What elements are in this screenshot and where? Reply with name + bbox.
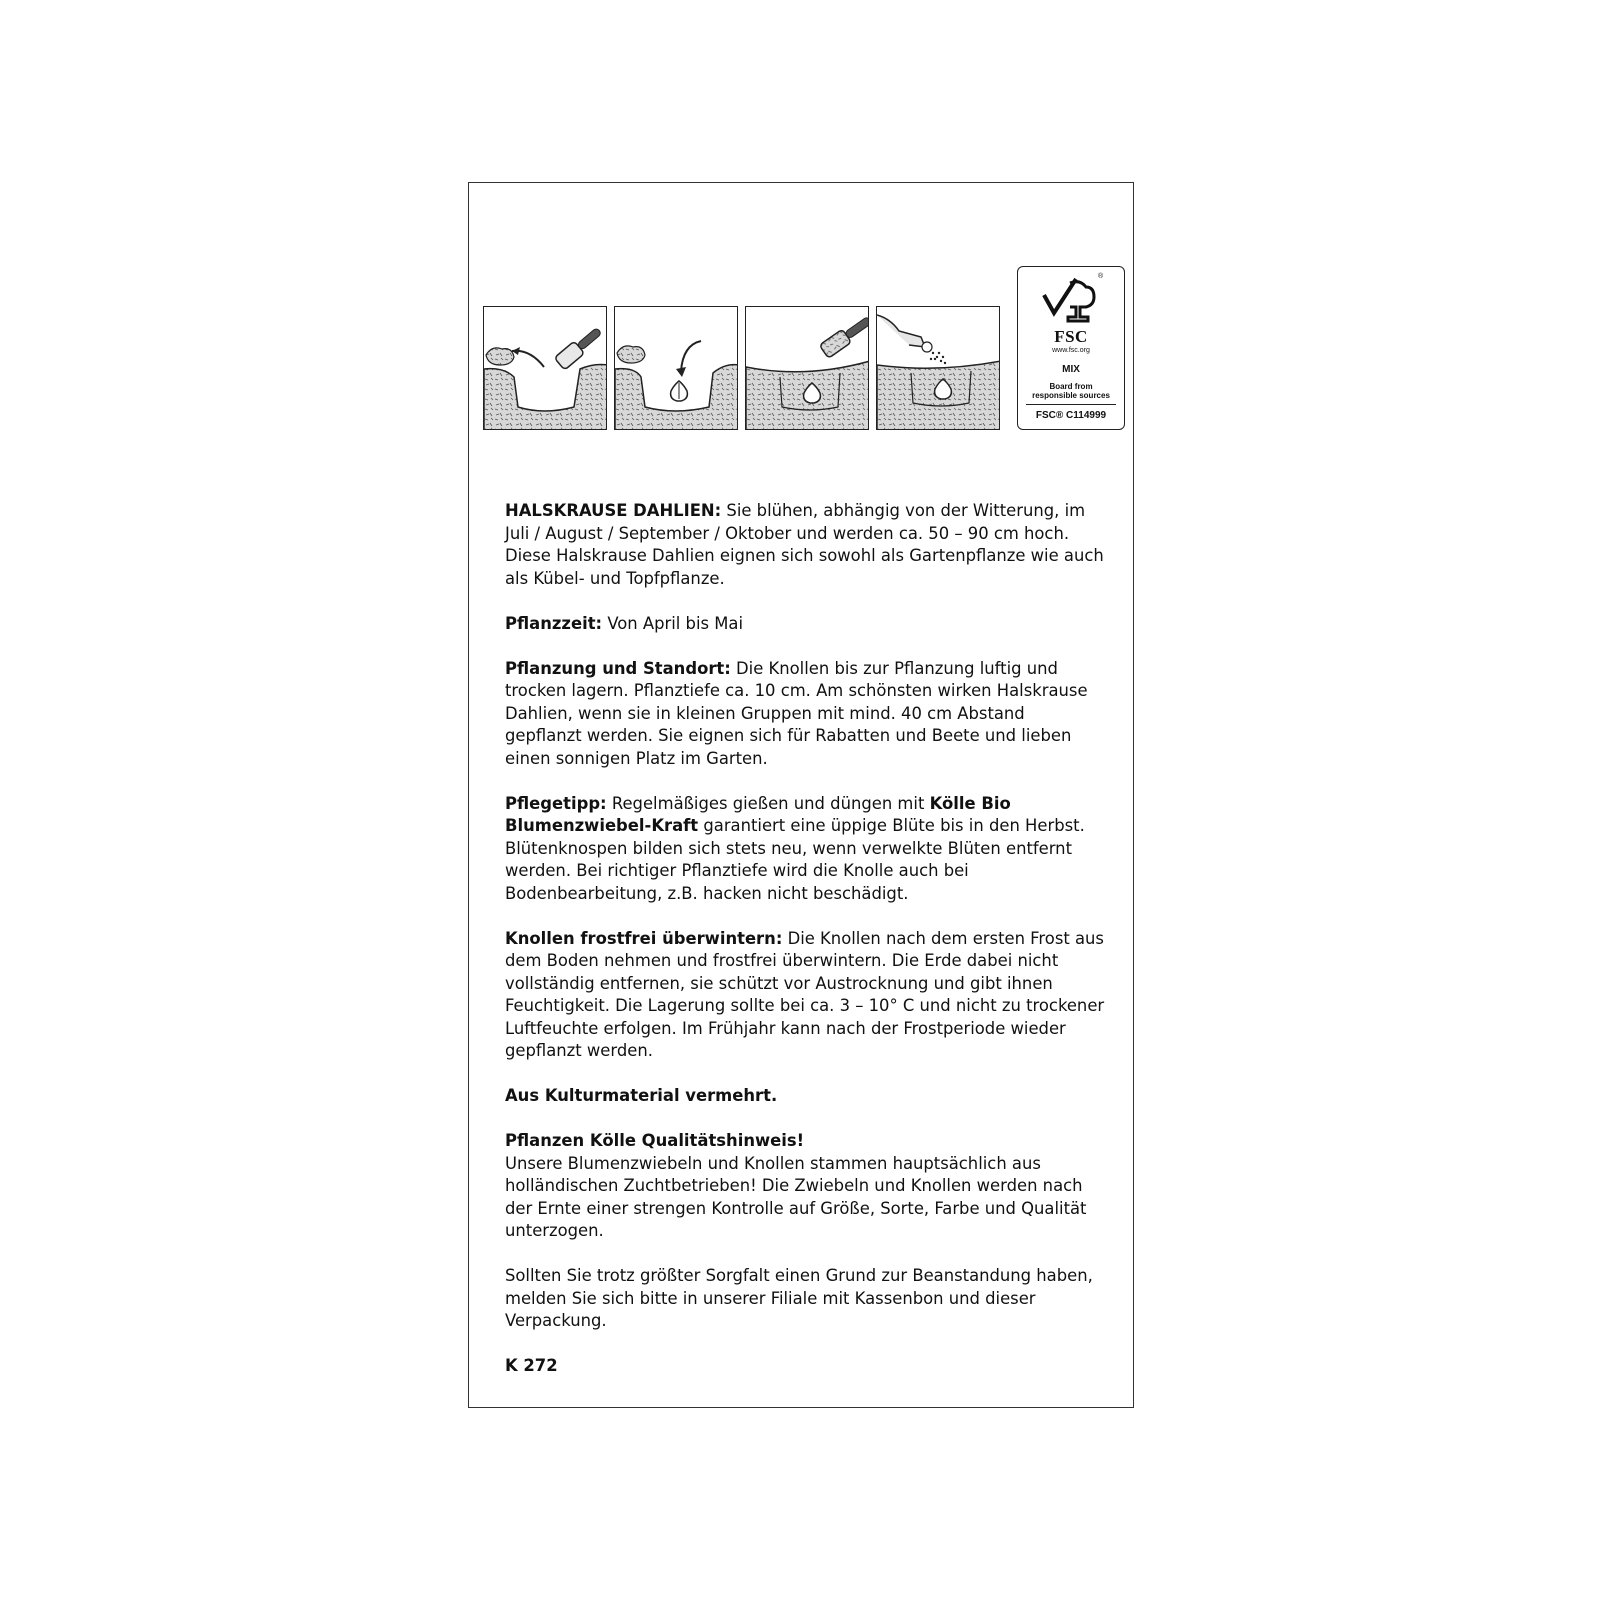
complaint-text: Sollten Sie trotz größter Sorgfalt einen Grund zur Beanstandung haben, melden Sie sich bitte in unserer Filiale mit Kassenbon und dieser Verpackung. — [505, 1266, 1093, 1330]
care-product: Kölle Bio Blumenzwiebel-Kraft — [505, 793, 1011, 835]
culture-paragraph — [505, 1085, 1105, 1108]
step-cover-soil — [745, 306, 869, 430]
fsc-label: MIX — [1062, 364, 1080, 375]
fsc-url: www.fsc.org — [1052, 347, 1090, 354]
fsc-tree-check-icon — [1040, 275, 1100, 325]
quality-text: Unsere Blumenzwiebeln und Knollen stammen hauptsächlich aus holländischen Zuchtbetrieben! Die Zwiebeln und Knollen werden nach der Ernte einer strengen Kontrolle auf Größe, Sorte, Farbe und Qualität unterzogen. — [505, 1153, 1087, 1240]
fsc-source-line1: Board from — [1049, 382, 1093, 391]
care-paragraph — [505, 793, 1105, 906]
winter-text: Die Knollen nach dem ersten Frost aus dem Boden nehmen und frostfrei überwintern. Die Erde dabei nicht vollständig entfernen, sie schützt vor Austrocknung und gibt ihnen Feuchtigkeit. Die Lagerung sollte bei ca. 3 – 10° C und nicht zu trockener Luftfeuchte erfolgen. Im Frühjahr kann nach der Frostperiode wieder gepflanzt werden. — [505, 928, 1105, 1060]
fsc-name: FSC — [1054, 327, 1088, 346]
fsc-code: FSC® C114999 — [1035, 410, 1107, 421]
fsc-logo — [1017, 266, 1125, 430]
seed-packet-back — [468, 182, 1134, 1408]
intro-paragraph — [505, 500, 1105, 590]
water-icon — [877, 307, 1000, 430]
dig-hole-icon — [484, 307, 607, 430]
step-water — [876, 306, 1000, 430]
fsc-divider — [1026, 404, 1116, 405]
planting-time-heading: Pflanzzeit: — [505, 613, 603, 633]
quality-heading: Pflanzen Kölle Qualitätshinweis! — [505, 1131, 805, 1150]
fsc-registered-mark: ® — [1098, 273, 1104, 280]
location-text: Die Knollen bis zur Pflanzung luftig und trocken lagern. Pflanztiefe ca. 10 cm. Am schönsten wirken Halskrause Dahlien, wenn sie in kleinen Gruppen mit mind. 40 cm Abstand gepflanzt werden. Sie eignen sich für Rabatten und Beete und lieben einen sonnigen Platz im Garten. — [505, 658, 1088, 768]
quality-paragraph — [505, 1130, 1105, 1243]
description-text — [505, 500, 1105, 1400]
intro-text: Sie blühen, abhängig von der Witterung, im Juli / August / September / Oktober und werden ca. 50 – 90 cm hoch. Diese Halskrause Dahlien eignen sich sowohl als Gartenpflanze wie auch als Kübel- und Topfpflanze. — [505, 501, 1104, 588]
planting-time-text: Von April bis Mai — [602, 613, 744, 633]
article-code: K 272 — [505, 1356, 558, 1375]
fsc-source-line2: responsible sources — [1032, 391, 1110, 400]
step-place-bulb — [614, 306, 738, 430]
fsc-source — [1018, 382, 1124, 400]
care-text-after: garantiert eine üppige Blüte bis in den Herbst. Blütenknospen bilden sich stets neu, wenn verwelkte Blüten entfernt werden. Bei richtiger Pflanztiefe wird die Knolle auch bei Bodenbearbeitung, z.B. hacken nicht beschädigt. — [505, 816, 1085, 903]
place-bulb-icon — [615, 307, 738, 430]
location-heading: Pflanzung und Standort: — [505, 658, 731, 678]
winter-heading: Knollen frostfrei überwintern: — [505, 928, 783, 948]
step-dig-hole — [483, 306, 607, 430]
cover-soil-icon — [746, 307, 869, 430]
care-heading: Pflegetipp: — [505, 793, 607, 813]
care-text-before: Regelmäßiges gießen und düngen mit — [606, 793, 930, 813]
culture-heading: Aus Kulturmaterial vermehrt. — [505, 1086, 778, 1105]
complaint-paragraph — [505, 1265, 1105, 1333]
planting-time-paragraph — [505, 613, 1105, 636]
intro-heading: HALSKRAUSE DAHLIEN: — [505, 501, 722, 520]
location-paragraph — [505, 658, 1105, 771]
winter-paragraph — [505, 928, 1105, 1063]
